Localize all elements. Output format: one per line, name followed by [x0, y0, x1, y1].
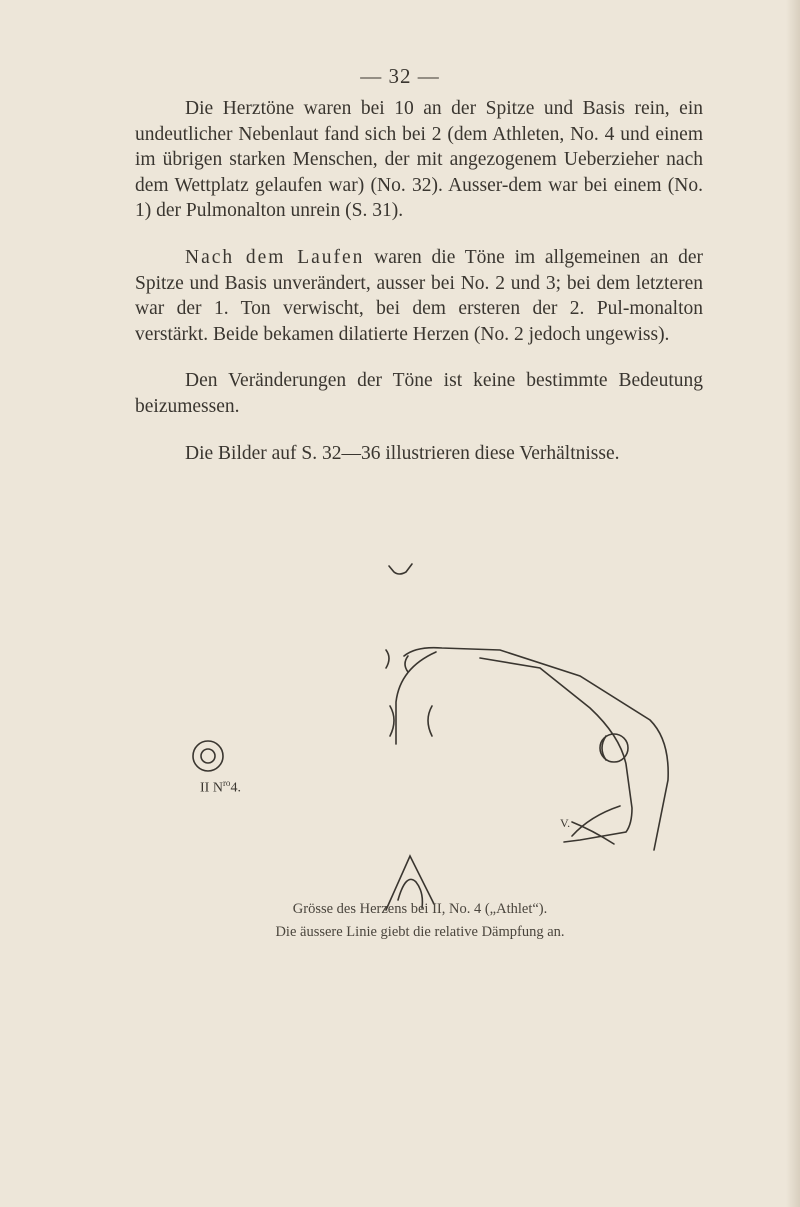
mamilla-outer-circle	[193, 741, 223, 771]
page-number: — 32 —	[360, 64, 440, 88]
paragraph-2	[135, 245, 703, 347]
heart-right-contour	[480, 658, 632, 842]
heart-outline-drawing	[180, 540, 700, 910]
figure-label-subject	[200, 778, 241, 797]
figure-label-subject-num: 4.	[230, 780, 241, 796]
figure-label-v: V.	[560, 816, 571, 830]
caption-line-2: Die äussere Linie giebt die relative Dämpfung an.	[275, 924, 565, 940]
paragraph-1: Die Herztöne waren bei 10 an der Spitze und Basis rein, ein undeutlicher Nebenlaut fand sich bei 2 (dem Athleten, No. 4 und einem im übrigen starken Menschen, der mit angezogenem Ueberzieher nach dem Wettplatz gelaufen war) (No. 32). Ausser-dem war bei einem (No. 1) der Pulmonalton unrein (S. 31).	[135, 98, 703, 222]
jugulum-mark	[389, 564, 412, 574]
right-bracket-middle	[428, 706, 432, 736]
figure-label-subject-sup: ro	[222, 778, 231, 788]
left-bracket-middle	[390, 706, 394, 736]
left-bracket-top	[386, 650, 389, 668]
caption-line-1: Grösse des Herzens bei II, No. 4 („Athlet“).	[292, 901, 548, 917]
cross-mark-line-1	[572, 806, 620, 836]
page-edge-shadow	[786, 0, 800, 1207]
paragraph-2-rest: waren die Töne im allgemeinen an der Spitze und Basis unverändert, ausser bei No. 2 und 3; bei dem letzteren war der 1. Ton verwischt, bei dem ersteren der 2. Pul-monalton verstärkt. Beide bekamen dilatierte Herzen (No. 2 jedoch ungewiss).	[135, 246, 703, 345]
figure-label-subject-main: II N	[200, 780, 223, 796]
body-text	[135, 96, 703, 487]
right-bracket-top	[405, 656, 408, 672]
heart-size-figure	[180, 540, 700, 910]
paragraph-2-lead: Nach dem Laufen	[185, 246, 365, 268]
mamilla-inner-circle	[201, 749, 215, 763]
paragraph-4: Die Bilder auf S. 32—36 illustrieren diese Verhältnisse.	[185, 442, 620, 464]
paragraph-3: Den Veränderungen der Töne ist keine bestimmte Bedeutung beizumessen.	[135, 370, 703, 417]
